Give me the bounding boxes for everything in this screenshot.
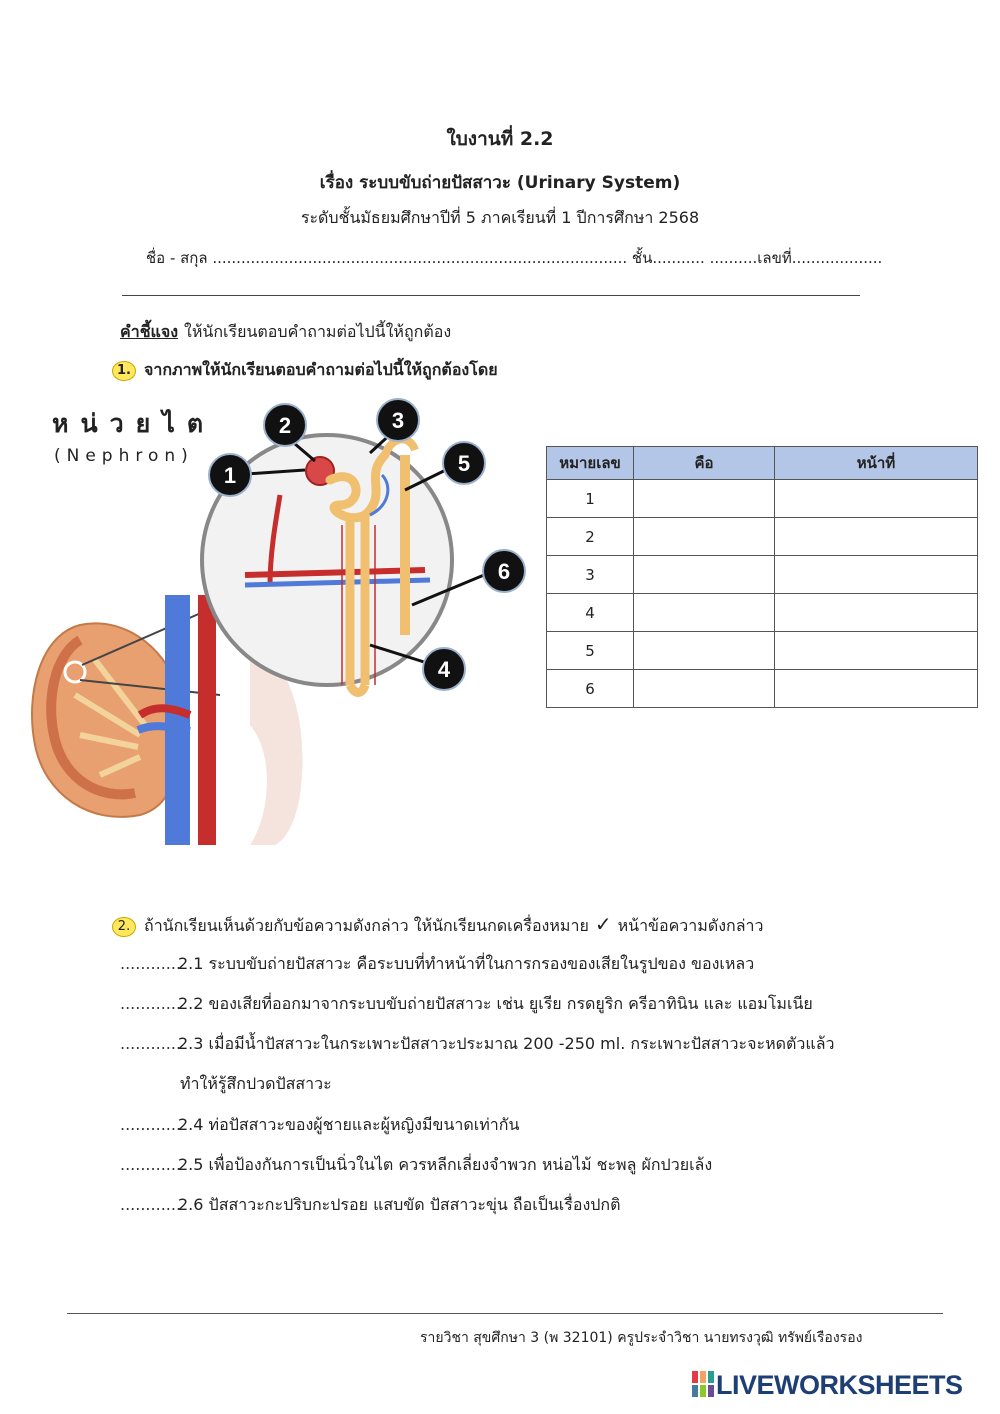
nephron-subtitle: (Nephron) — [54, 446, 194, 466]
question-2-number: 2. — [112, 917, 136, 937]
table-row — [547, 556, 978, 594]
svg-text:3: 3 — [391, 408, 405, 433]
answer-function-cell[interactable] — [775, 594, 978, 632]
instructions-label: คำชี้แจง — [120, 322, 179, 341]
statement-item — [120, 1113, 519, 1138]
table-row — [547, 632, 978, 670]
statement-text: 2.1 ระบบขับถ่ายปัสสาวะ คือระบบที่ทำหน้าที่ในการกรองของเสียในรูปของ ของเหลว — [178, 954, 755, 973]
row-number: 3 — [547, 556, 634, 594]
statement-text: 2.6 ปัสสาวะกะปริบกะปรอย แสบขัด ปัสสาวะขุ่น ถือเป็นเรื่องปกติ — [178, 1195, 621, 1214]
header-divider — [122, 295, 860, 296]
marker-6 — [483, 550, 525, 592]
answer-is-cell[interactable] — [634, 670, 775, 708]
footer-divider — [67, 1313, 943, 1314]
logo-mark-icon — [692, 1371, 714, 1397]
marker-2 — [264, 404, 306, 446]
answer-function-cell[interactable] — [775, 556, 978, 594]
svg-text:5: 5 — [457, 451, 471, 476]
nephron-illustration — [20, 395, 550, 845]
question-1 — [112, 358, 498, 383]
answer-function-cell[interactable] — [775, 670, 978, 708]
answer-function-cell[interactable] — [775, 632, 978, 670]
instructions-text: ให้นักเรียนตอบคำถามต่อไปนี้ให้ถูกต้อง — [184, 322, 452, 341]
footer-course-info: รายวิชา สุขศึกษา 3 (พ 32101) ครูประจำวิชา นายทรงวุฒิ ทรัพย์เรืองรอง — [420, 1330, 863, 1346]
nephron-title: หน่วยไต — [52, 409, 216, 438]
svg-text:4: 4 — [437, 657, 451, 682]
question-2 — [112, 912, 763, 939]
header-function: หน้าที่ — [775, 447, 978, 480]
statement-text: 2.2 ของเสียที่ออกมาจากระบบขับถ่ายปัสสาวะ เช่น ยูเรีย กรดยูริก ครีอาทินิน และ แอมโมเนีย — [178, 994, 813, 1013]
statement-item — [120, 992, 813, 1017]
worksheet-level: ระดับชั้นมัธยมศึกษาปีที่ 5 ภาคเรียนที่ 1 ปีการศึกษา 2568 — [300, 208, 700, 227]
liveworksheets-logo — [692, 1370, 992, 1408]
question-2-text-after: หน้าข้อความดังกล่าว — [617, 916, 764, 935]
statement-item — [120, 1032, 834, 1057]
row-number: 6 — [547, 670, 634, 708]
svg-text:1: 1 — [223, 463, 237, 488]
logo-text: LIVEWORKSHEETS — [716, 1370, 963, 1400]
table-row — [547, 480, 978, 518]
statement-text: 2.4 ท่อปัสสาวะของผู้ชายและผู้หญิงมีขนาดเท่ากัน — [178, 1115, 520, 1134]
answer-is-cell[interactable] — [634, 480, 775, 518]
answer-blank[interactable]: ............ — [120, 994, 182, 1013]
statement-text: 2.5 เพื่อป้องกันการเป็นนิ่วในไต ควรหลีกเลี่ยงจำพวก หน่อไม้ ชะพลู ผักปวยเล้ง — [178, 1155, 713, 1174]
answer-is-cell[interactable] — [634, 594, 775, 632]
answer-blank[interactable]: ............ — [120, 1034, 182, 1053]
checkmark-icon: ✓ — [594, 912, 612, 936]
answer-blank[interactable]: ............ — [120, 1195, 182, 1214]
marker-1 — [209, 454, 251, 496]
statement-continuation: ทำให้รู้สึกปวดปัสสาวะ — [180, 1074, 332, 1093]
question-1-text: จากภาพให้นักเรียนตอบคำถามต่อไปนี้ให้ถูกต้องโดย — [144, 360, 498, 379]
marker-4 — [423, 648, 465, 690]
row-number: 1 — [547, 480, 634, 518]
answer-blank[interactable]: ............ — [120, 954, 182, 973]
nephron-answer-table — [546, 446, 978, 708]
header-is: คือ — [634, 447, 775, 480]
statement-item — [120, 1153, 712, 1178]
marker-3 — [377, 399, 419, 441]
statement-item — [120, 952, 754, 977]
table-header-row — [547, 447, 978, 480]
name-class-number-line: ชื่อ - สกุล ....................................................................................... ชั้น........... ..........เลขที่................... — [146, 249, 883, 267]
row-number: 4 — [547, 594, 634, 632]
marker-5 — [443, 442, 485, 484]
question-1-number: 1. — [112, 361, 136, 381]
answer-is-cell[interactable] — [634, 518, 775, 556]
answer-blank[interactable]: ............ — [120, 1155, 182, 1174]
header-number: หมายเลข — [547, 447, 634, 480]
row-number: 2 — [547, 518, 634, 556]
table-row — [547, 670, 978, 708]
svg-text:2: 2 — [278, 413, 292, 438]
table-row — [547, 594, 978, 632]
table-row — [547, 518, 978, 556]
answer-is-cell[interactable] — [634, 632, 775, 670]
row-number: 5 — [547, 632, 634, 670]
answer-function-cell[interactable] — [775, 518, 978, 556]
answer-function-cell[interactable] — [775, 480, 978, 518]
answer-blank[interactable]: ............ — [120, 1115, 182, 1134]
svg-text:6: 6 — [497, 559, 511, 584]
question-2-text-before: ถ้านักเรียนเห็นด้วยกับข้อความดังกล่าว ให้นักเรียนกดเครื่องหมาย — [144, 916, 589, 935]
statement-text: 2.3 เมื่อมีน้ำปัสสาวะในกระเพาะปัสสาวะประมาณ 200 -250 ml. กระเพาะปัสสาวะจะหดตัวแล้ว — [178, 1034, 835, 1053]
statement-item — [120, 1193, 621, 1218]
answer-is-cell[interactable] — [634, 556, 775, 594]
worksheet-subject: เรื่อง ระบบขับถ่ายปัสสาวะ (Urinary System) — [319, 173, 681, 193]
instructions — [120, 320, 451, 345]
worksheet-title: ใบงานที่ 2.2 — [446, 128, 554, 150]
